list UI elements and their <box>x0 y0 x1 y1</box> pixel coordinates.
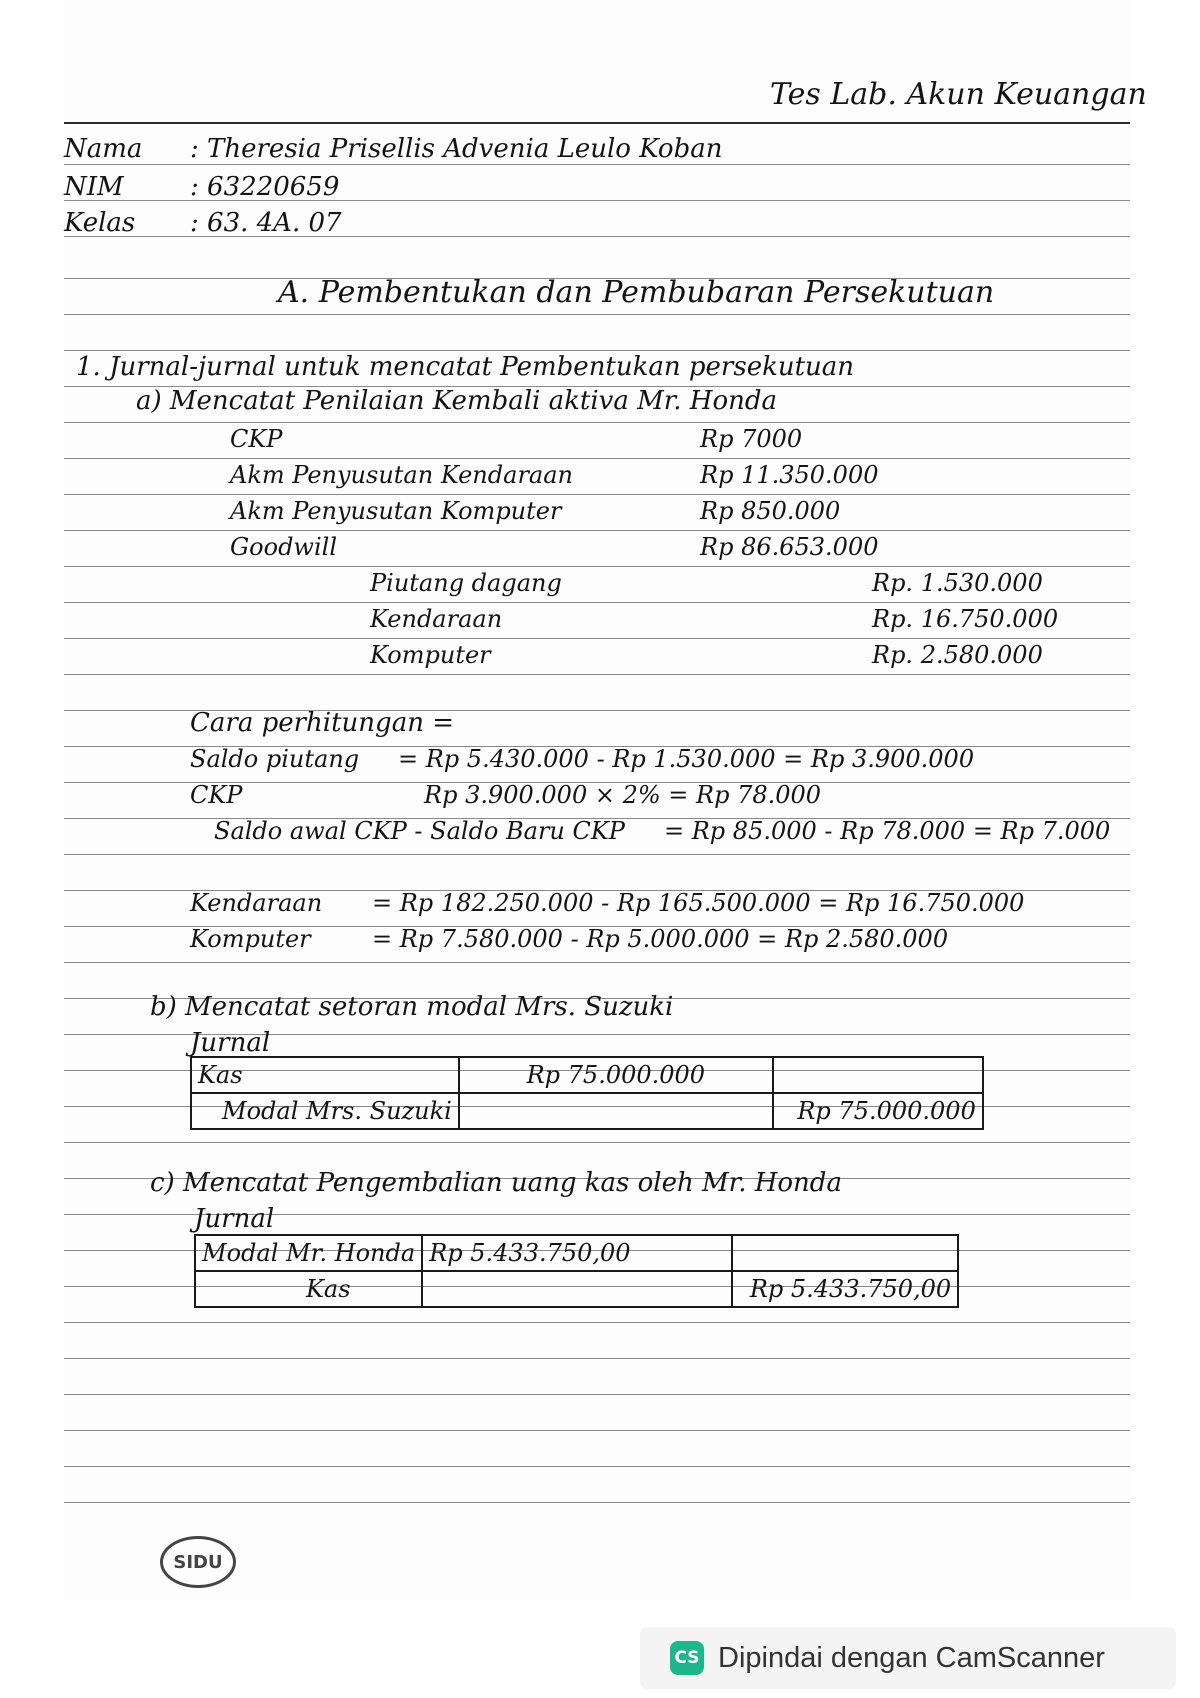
journal-account: Kas <box>191 1057 459 1093</box>
journal-debit <box>422 1271 732 1307</box>
journal-account: Modal Mrs. Suzuki <box>191 1093 459 1129</box>
debit-account: Akm Penyusutan Komputer <box>230 497 562 525</box>
camscanner-logo-icon: CS <box>670 1641 704 1675</box>
credit-amount: Rp. 16.750.000 <box>872 605 1059 633</box>
credit-amount: Rp. 1.530.000 <box>872 569 1043 597</box>
debit-amount: Rp 11.350.000 <box>700 461 879 489</box>
ruled-line <box>64 314 1130 315</box>
calc-label: CKP <box>190 781 243 809</box>
page-header-title: Tes Lab. Akun Keuangan <box>770 77 1147 112</box>
ruled-line <box>64 1394 1130 1395</box>
credit-account: Piutang dagang <box>370 569 562 597</box>
section-title: A. Pembentukan dan Pembubaran Persekutuan <box>278 275 995 310</box>
part-c-heading: c) Mencatat Pengembalian uang kas oleh Mr. Honda <box>150 1168 842 1198</box>
credit-amount: Rp. 2.580.000 <box>872 641 1043 669</box>
ruled-line <box>64 1430 1130 1431</box>
ruled-line <box>64 1358 1130 1359</box>
journal-credit <box>732 1235 958 1271</box>
calc-label: Saldo awal CKP - Saldo Baru CKP <box>214 817 625 845</box>
ruled-line <box>64 458 1130 459</box>
calc-expression: = Rp 7.580.000 - Rp 5.000.000 = Rp 2.580.000 <box>372 925 949 953</box>
calc-expression: = Rp 85.000 - Rp 78.000 = Rp 7.000 <box>664 817 1111 845</box>
ruled-line <box>64 602 1130 603</box>
journal-account: Modal Mr. Honda <box>195 1235 422 1271</box>
credit-account: Kendaraan <box>370 605 503 633</box>
camscanner-watermark <box>640 1627 1176 1689</box>
journal-debit <box>459 1093 773 1129</box>
identity-value-name: : Theresia Prisellis Advenia Leulo Koban <box>190 134 723 164</box>
calc-expression: = Rp 182.250.000 - Rp 165.500.000 = Rp 16.750.000 <box>372 889 1025 917</box>
part-b-jurnal-label: Jurnal <box>190 1028 271 1058</box>
journal-credit: Rp 75.000.000 <box>773 1093 983 1129</box>
journal-account: Kas <box>195 1271 422 1307</box>
identity-label-name: Nama <box>64 134 143 164</box>
table-row <box>191 1093 983 1129</box>
table-row <box>195 1235 958 1271</box>
calc-title: Cara perhitungan = <box>190 708 454 738</box>
ruled-line <box>64 674 1130 675</box>
debit-account: CKP <box>230 425 283 453</box>
ruled-line <box>64 530 1130 531</box>
calc-expression: Rp 3.900.000 × 2% = Rp 78.000 <box>424 781 822 809</box>
sidu-stamp-logo: SIDU <box>160 1536 236 1588</box>
table-row <box>195 1271 958 1307</box>
ruled-line <box>64 422 1130 423</box>
calc-label: Saldo piutang <box>190 745 360 773</box>
calc-label: Kendaraan <box>190 889 323 917</box>
ruled-line <box>64 854 1130 855</box>
debit-amount: Rp 850.000 <box>700 497 841 525</box>
identity-label-kelas: Kelas <box>64 208 136 238</box>
table-row <box>191 1057 983 1093</box>
ruled-line <box>64 164 1130 165</box>
debit-amount: Rp 86.653.000 <box>700 533 879 561</box>
question-1-heading: 1. Jurnal-jurnal untuk mencatat Pembentukan persekutuan <box>76 352 855 382</box>
ruled-line <box>64 962 1130 963</box>
part-a-heading: a) Mencatat Penilaian Kembali aktiva Mr. Honda <box>136 386 778 416</box>
ruled-line <box>64 122 1130 124</box>
credit-account: Komputer <box>370 641 491 669</box>
camscanner-text: Dipindai dengan CamScanner <box>718 1641 1105 1674</box>
identity-value-nim: : 63220659 <box>190 172 340 202</box>
journal-credit <box>773 1057 983 1093</box>
journal-debit: Rp 75.000.000 <box>459 1057 773 1093</box>
ruled-line <box>64 566 1130 567</box>
ruled-line <box>64 1466 1130 1467</box>
debit-account: Akm Penyusutan Kendaraan <box>230 461 573 489</box>
identity-label-nim: NIM <box>64 172 124 202</box>
debit-account: Goodwill <box>230 533 338 561</box>
journal-table-b <box>190 1056 984 1130</box>
ruled-line <box>64 1322 1130 1323</box>
part-c-jurnal-label: Jurnal <box>194 1204 275 1234</box>
journal-credit: Rp 5.433.750,00 <box>732 1271 958 1307</box>
calc-label: Komputer <box>190 925 311 953</box>
calc-expression: = Rp 5.430.000 - Rp 1.530.000 = Rp 3.900.000 <box>398 745 975 773</box>
part-b-heading: b) Mencatat setoran modal Mrs. Suzuki <box>150 992 674 1022</box>
journal-table-c <box>194 1234 959 1308</box>
debit-amount: Rp 7000 <box>700 425 803 453</box>
ruled-line <box>64 638 1130 639</box>
identity-value-kelas: : 63. 4A. 07 <box>190 208 342 238</box>
ruled-line <box>64 1142 1130 1143</box>
ruled-line <box>64 350 1130 351</box>
ruled-line <box>64 1502 1130 1503</box>
ruled-line <box>64 494 1130 495</box>
journal-debit: Rp 5.433.750,00 <box>422 1235 732 1271</box>
